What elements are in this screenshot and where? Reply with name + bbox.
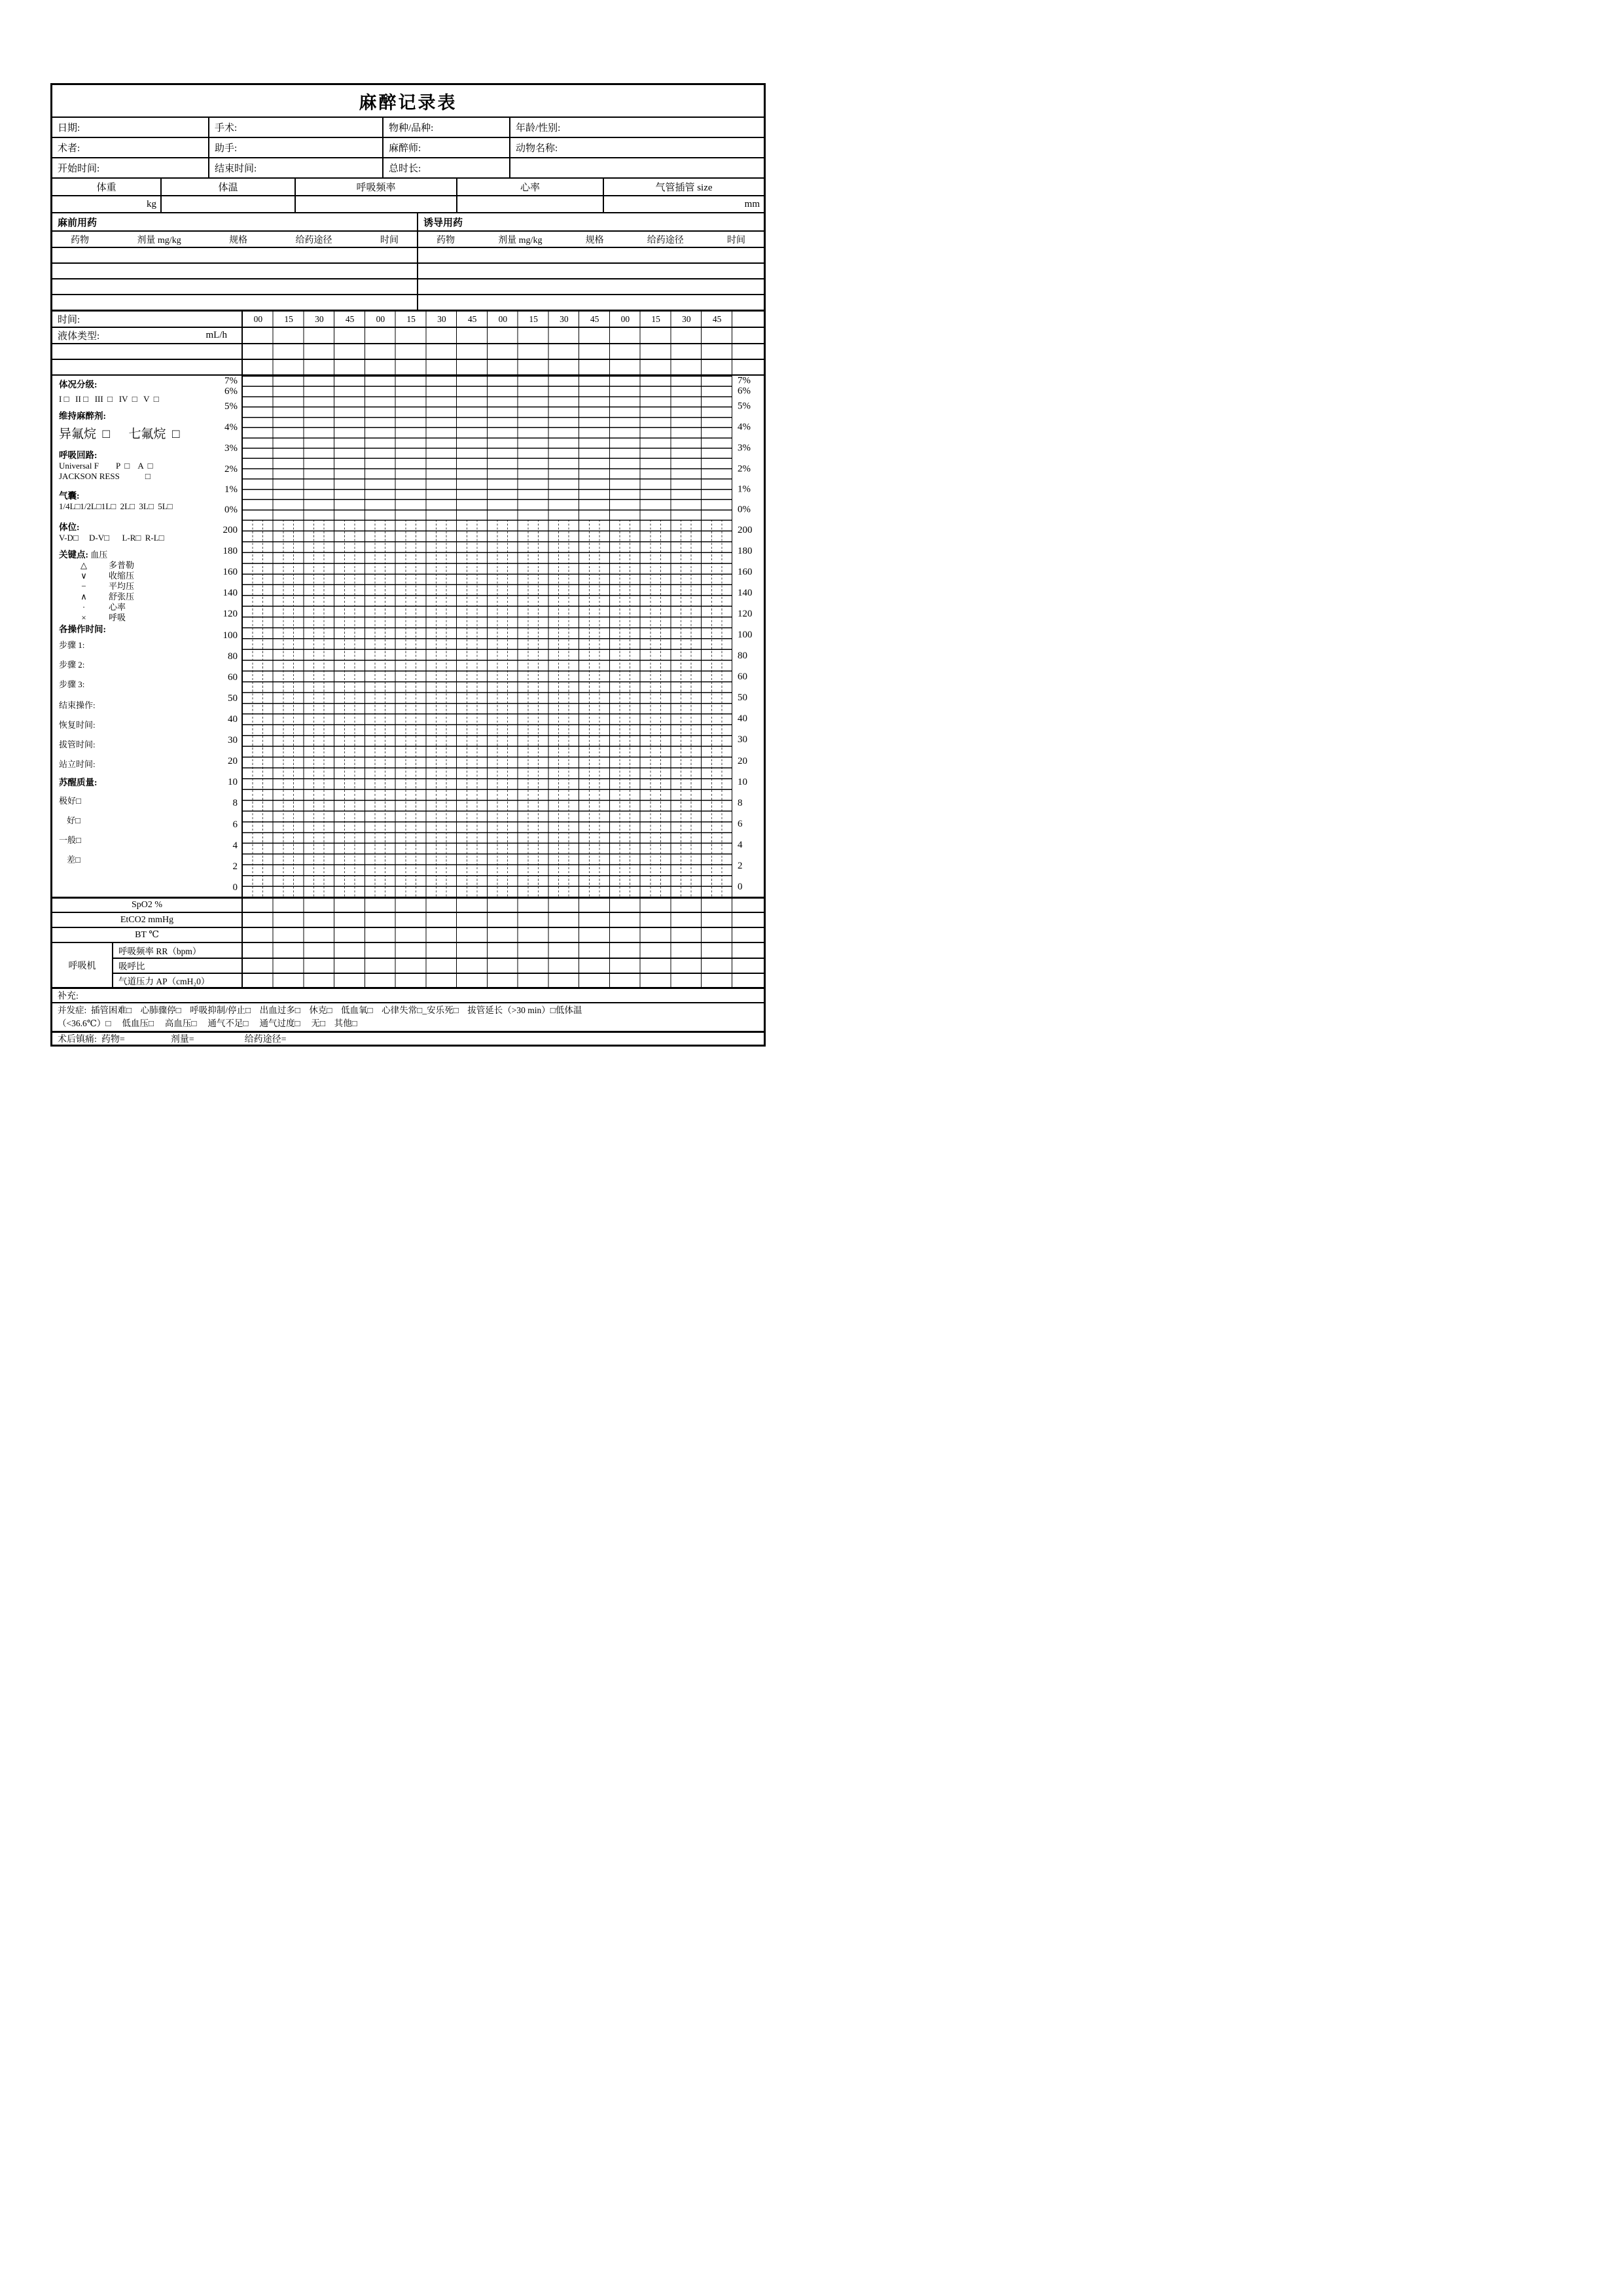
assistant-field[interactable]: 助手: [209,138,383,157]
maintenance-anesthetic-label: 维持麻醉剂: [59,411,106,421]
supplement-field[interactable]: 补充: [58,992,79,1001]
ie-ratio-cells[interactable] [243,959,732,972]
rr-extra-cell[interactable] [732,943,764,958]
fluid-type-label[interactable]: 液体类型: [58,331,100,342]
airway-pressure-cells[interactable] [243,974,732,987]
et-tube-size-value-cell[interactable]: mm [744,198,760,209]
quality-good-checkbox[interactable]: 好□ [67,816,80,825]
premed-column-header: 药物 [71,235,89,245]
info-row-1 [52,117,764,137]
premed-entry-cell[interactable] [52,264,418,278]
surgery-field[interactable]: 手术: [209,118,383,137]
breathing-bag-label: 气囊: [59,491,80,501]
end-time-field[interactable]: 结束时间: [209,158,383,177]
time-label: 时间: [52,312,243,327]
axis-label: 2 [232,861,238,872]
drug-row [52,294,764,310]
fluid-row [52,327,764,343]
induction-entry-cell[interactable] [418,264,764,278]
induction-column-header: 给药途径 [647,235,684,245]
info-empty-cell[interactable] [510,158,764,177]
axis-label: 10 [228,777,238,788]
fluid-extra-cell[interactable] [732,344,764,359]
axis-label: 200 [223,525,238,535]
axis-label: 7% [224,376,238,386]
standing-time-field[interactable]: 站立时间: [59,759,96,769]
weight-header: 体重 [52,179,162,195]
medication-header-row [52,230,764,247]
axis-label: 100 [223,630,238,641]
anesthesia-record-form [50,83,766,1047]
axis-label: 1% [224,484,238,495]
axis-label: 60 [228,672,238,683]
axis-label: 180 [738,546,753,557]
recovery-quality-label: 苏醒质量: [59,778,98,787]
fluid-empty-row [52,343,764,359]
temperature-value-cell[interactable] [162,196,296,212]
axis-label: 2 [738,860,743,871]
axis-label: 3% [738,442,751,454]
axis-label: 8 [232,798,238,809]
legend-mean: − 平均压 [59,581,241,592]
axis-label: 1% [738,484,751,495]
complications-checkboxes[interactable] [52,1003,764,1031]
induction-entry-cell[interactable] [418,279,764,294]
total-duration-field[interactable]: 总时长: [383,158,510,177]
fluid-empty-cells[interactable] [243,360,732,374]
time-tick: 15 [651,314,660,324]
step3-field[interactable]: 步骤 3: [59,679,85,689]
extubation-time-field[interactable]: 拔管时间: [59,740,96,749]
premed-column-header: 剂量 mg/kg [137,235,181,245]
legend-respiration: × 呼吸 [59,613,241,623]
axis-label: 140 [738,588,753,599]
complications-row [52,1002,764,1031]
maintenance-anesthetic-checkboxes[interactable]: 异氟烷 □ 七氟烷 □ [59,427,180,441]
chevron-up-icon: ∧ [80,592,87,601]
body-temperature-label: BT ℃ [52,928,243,942]
axis-label: 2% [738,463,751,475]
vitals-value-row [52,195,764,212]
time-tick: 00 [376,314,385,324]
time-tick: 45 [590,314,599,324]
left-percent-axis [194,376,241,520]
time-tick: 00 [620,314,630,324]
condition-grade-checkboxes[interactable]: I □ II □ III □ IV □ V □ [59,394,159,404]
fluid-empty-label[interactable] [52,360,243,374]
weight-value-cell[interactable]: kg [52,196,162,212]
airway-pressure-extra-cell[interactable] [732,974,764,987]
axis-label: 200 [738,525,753,535]
fluid-cells[interactable] [243,328,732,343]
complications-line-1[interactable]: 并发症: 插管困难□ 心肺骤停□ 呼吸抑制/停止□ 出血过多□ 休克□ 低血氧□ 心律失常□_安乐死□ 拔管延长（>30 min）□低体温 [58,1005,582,1015]
ventilator-rows [52,942,764,987]
breathing-bag-checkboxes[interactable]: 1/4L□1/2L□1L□ 2L□ 3L□ 5L□ [59,501,173,511]
axis-label: 10 [738,776,747,787]
axis-label: 160 [223,567,238,578]
time-tick: 30 [682,314,691,324]
axis-label: 5% [738,401,751,412]
fluid-extra-cell[interactable] [732,360,764,374]
right-axis [732,376,764,897]
right-axis-column [732,376,764,897]
page-title: 麻醉记录表 [359,92,457,113]
drug-row [52,262,764,278]
time-tick: 00 [253,314,263,324]
axis-label: 8 [738,797,743,808]
spo2-row [52,897,764,912]
quality-fair-checkbox[interactable]: 一般□ [59,835,81,845]
temperature-header: 体温 [162,179,296,195]
keypoints-label: 关键点: [59,550,88,560]
premed-entry-cell[interactable] [52,248,418,262]
airway-pressure-label: 气道压力 AP（cmH₂0） [113,974,243,987]
axis-label: 4 [738,839,743,850]
legend-doppler: △ 多普勒 [59,560,241,571]
complications-line-2[interactable]: （<36.6℃）□ 低血压□ 高血压□ 通气不足□ 通气过度□ 无□ 其他□ [58,1018,357,1028]
axis-label: 100 [738,630,753,641]
chart-area [243,376,732,897]
condition-grade-label: 体况分级: [59,380,98,389]
rr-cells[interactable] [243,943,732,958]
axis-label: 140 [223,588,238,599]
time-tick: 00 [498,314,508,324]
time-header-row [52,310,764,327]
info-row-2 [52,137,764,157]
induction-title: 诱导用药 [423,217,463,228]
axis-label: 6% [738,386,751,397]
spo2-label: SpO2 % [52,899,243,912]
premed-column-header: 时间 [380,235,399,245]
time-tick: 30 [560,314,569,324]
axis-label: 80 [228,651,238,662]
induction-column-header: 规格 [585,235,604,245]
time-tick: 45 [345,314,355,324]
induction-column-header: 时间 [726,235,745,245]
chart-sidebar [52,376,243,897]
axis-label: 4 [232,840,238,851]
axis-label: 60 [738,672,747,683]
dash-icon: − [81,581,86,591]
anesthetic-percent-grid[interactable] [243,376,732,520]
animal-name-field[interactable]: 动物名称: [516,143,558,154]
axis-label: 40 [738,713,747,725]
rr-row [113,943,764,958]
induction-columns [418,232,764,247]
body-position-checkboxes[interactable]: V-D□ D-V□ L-R□ R-L□ [59,533,164,543]
step1-field[interactable]: 步骤 1: [59,640,85,650]
vitals-header-row [52,177,764,195]
ventilator-label: 呼吸机 [52,943,113,987]
axis-label: 0% [224,505,238,515]
premed-title: 麻前用药 [52,213,418,230]
circuit-jackson-rees-checkbox[interactable]: JACKSON RESS □ [59,471,151,481]
premed-entry-cell[interactable] [52,279,418,294]
time-tick: 15 [406,314,416,324]
premed-column-header: 给药途径 [295,235,332,245]
title-row [52,85,764,117]
date-field[interactable]: 日期: [52,118,209,137]
axis-label: 6 [232,819,238,830]
left-vitals-axis [194,520,241,897]
axis-label: 40 [228,713,238,725]
drug-row [52,278,764,294]
surgeon-field[interactable]: 术者: [52,138,209,157]
axis-label: 4% [738,422,751,433]
axis-label: 0 [738,881,743,892]
etco2-extra-cell[interactable] [732,913,764,927]
postop-analgesia-row [52,1031,764,1045]
supplement-row [52,987,764,1002]
time-tick: 45 [467,314,477,324]
axis-label: 7% [738,375,751,386]
start-time-field[interactable]: 开始时间: [52,158,209,177]
time-tick: 45 [712,314,722,324]
legend-diastolic: ∧ 舒张压 [59,592,241,602]
axis-label: 6% [224,386,238,397]
bt-row [52,927,764,942]
time-ticks [243,312,732,327]
quality-excellent-checkbox[interactable]: 极好□ [59,796,81,806]
end-operation-field[interactable]: 结束操作: [59,700,96,710]
step2-field[interactable]: 步骤 2: [59,660,85,670]
axis-label: 4% [224,422,238,433]
axis-label: 20 [228,756,238,767]
axis-label: 50 [228,692,238,704]
respiratory-rate-header: 呼吸频率 [296,179,457,195]
axis-label: 0% [738,504,751,515]
medication-title-row [52,212,764,230]
bt-cells[interactable] [243,928,732,942]
time-extra-cell[interactable] [732,312,764,327]
right-vitals-axis [732,520,764,897]
axis-label: 5% [224,401,238,412]
chart-region [52,374,764,897]
fluid-empty-cells[interactable] [243,344,732,359]
etco2-cells[interactable] [243,913,732,927]
age-sex-field[interactable]: 年龄/性别: [516,123,561,134]
premed-columns [52,232,418,247]
fluid-rate-unit: mL/h [205,330,227,340]
right-percent-axis [732,376,764,520]
time-tick: 30 [315,314,324,324]
breathing-circuit-label: 呼吸回路: [59,450,98,460]
info-row-3 [52,157,764,177]
et-tube-size-header: 气管插管 size [655,183,713,193]
triangle-up-icon: △ [80,560,87,570]
axis-label: 30 [228,735,238,746]
induction-column-header: 药物 [437,235,455,245]
axis-label: 180 [223,546,238,557]
quality-poor-checkbox[interactable]: 差□ [67,855,80,865]
drug-row [52,247,764,262]
time-tick: 15 [284,314,293,324]
induction-column-header: 剂量 mg/kg [498,235,543,245]
operation-times-label: 各操作时间: [59,624,106,634]
body-position-label: 体位: [59,522,80,532]
induction-entry-cell[interactable] [418,248,764,262]
etco2-label: EtCO2 mmHg [52,913,243,927]
fluid-empty-row [52,359,764,374]
fluid-extra-cell[interactable] [732,328,764,343]
dot-icon: · [82,602,86,612]
postop-analgesia-field[interactable]: 术后镇痛: 药物= 剂量= 给药途径= [58,1035,287,1045]
left-axis [194,376,241,897]
respiratory-rate-value-cell[interactable] [296,196,457,212]
heart-rate-value-cell[interactable] [457,196,604,212]
axis-label: 6 [738,818,743,829]
spo2-cells[interactable] [243,899,732,912]
spo2-extra-cell[interactable] [732,899,764,912]
axis-label: 3% [224,443,238,454]
axis-label: 120 [223,609,238,620]
axis-label: 50 [738,692,747,704]
anesthetist-field[interactable]: 麻醉师: [383,138,510,157]
recovery-time-field[interactable]: 恢复时间: [59,720,96,730]
chevron-down-icon: ∨ [80,571,87,581]
vitals-trend-grid[interactable] [243,520,732,897]
axis-label: 30 [738,734,747,745]
axis-label: 0 [232,882,238,893]
axis-label: 160 [738,567,753,578]
legend-systolic: ∨ 收缩压 [59,571,241,581]
circuit-universal-f-checkboxes[interactable]: Universal F P □ A □ [59,461,153,471]
time-tick: 30 [437,314,446,324]
species-breed-field[interactable]: 物种/品种: [383,118,510,137]
heart-rate-header: 心率 [457,179,604,195]
keypoints-bp-label: 血压 [90,550,108,560]
axis-label: 80 [738,651,747,662]
airway-pressure-row [113,973,764,987]
etco2-row [52,912,764,927]
time-tick: 15 [529,314,538,324]
axis-label: 120 [738,609,753,620]
axis-label: 20 [738,755,747,766]
bt-extra-cell[interactable] [732,928,764,942]
cross-icon: × [81,613,86,622]
rr-label: 呼吸频率 RR（bpm） [113,943,243,958]
legend-heart-rate: · 心率 [59,602,241,613]
ie-ratio-label: 吸呼比 [113,959,243,972]
fluid-empty-label[interactable] [52,344,243,359]
premed-entry-cell[interactable] [52,295,418,310]
ie-ratio-row [113,958,764,972]
ie-ratio-extra-cell[interactable] [732,959,764,972]
induction-entry-cell[interactable] [418,295,764,310]
premed-column-header: 规格 [229,235,248,245]
axis-label: 2% [224,464,238,475]
